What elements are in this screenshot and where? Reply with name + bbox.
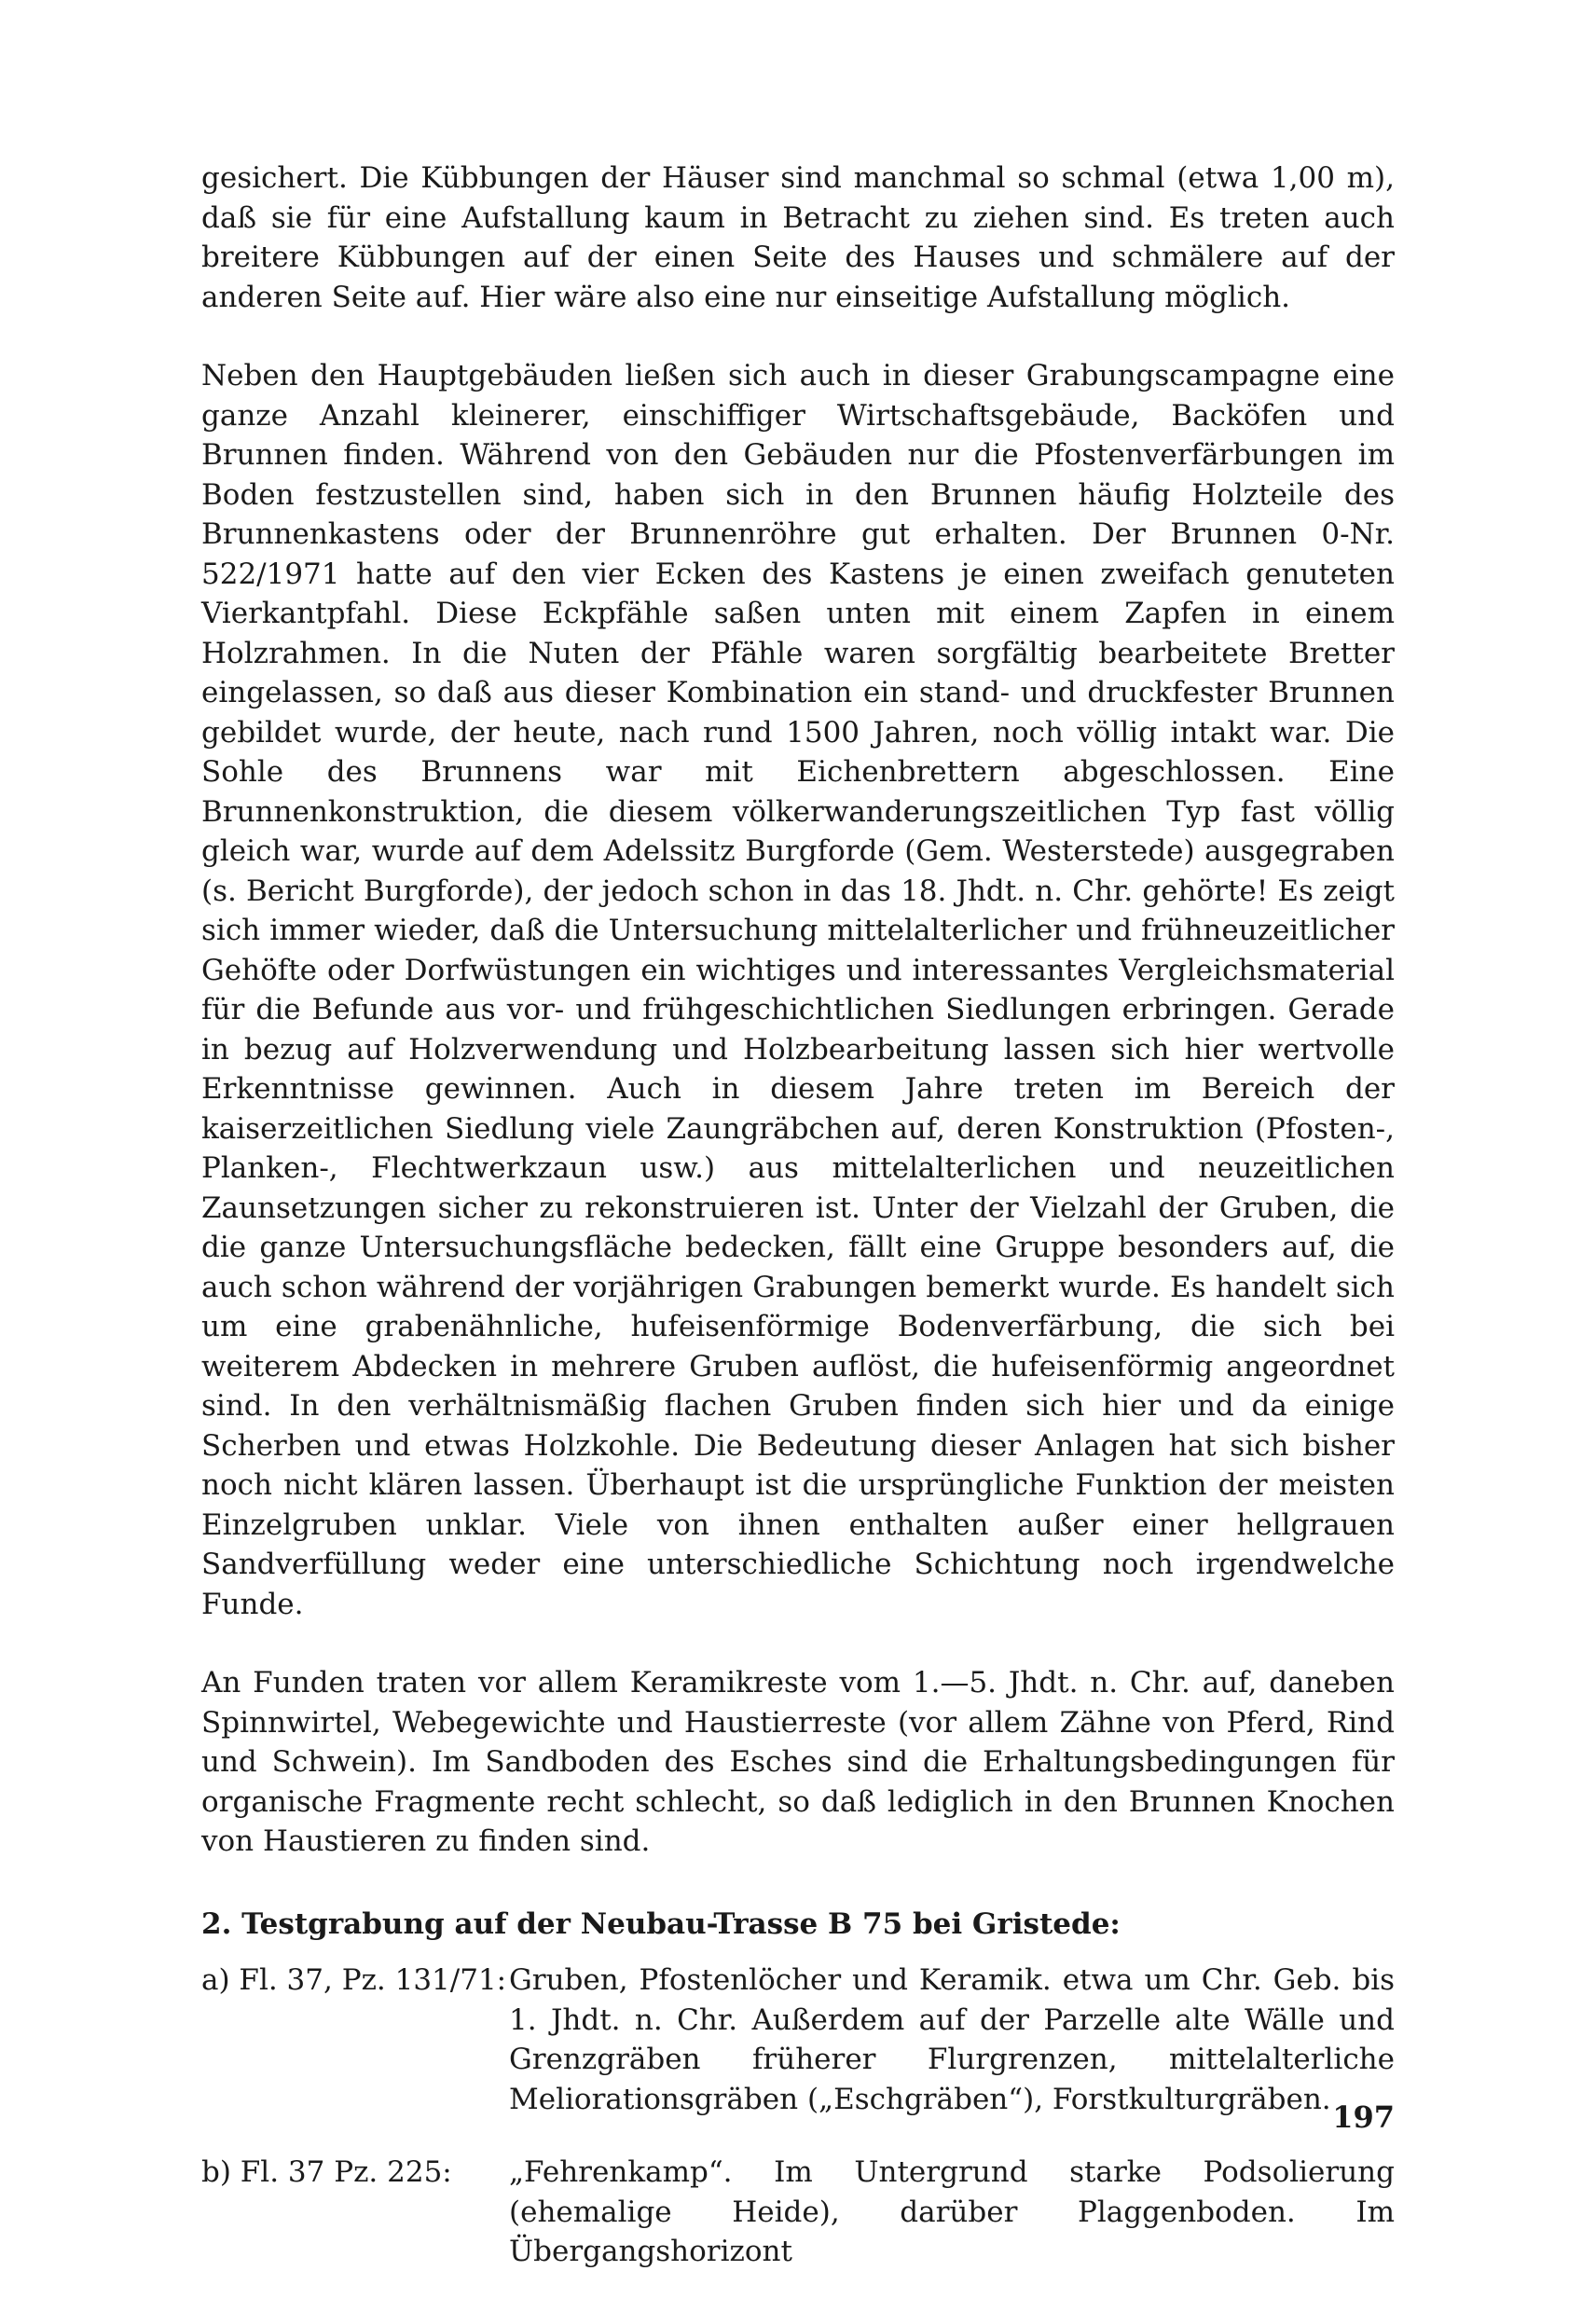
paragraph-stall-widths: gesichert. Die Kübbungen der Häuser sind manchmal so schmal (etwa 1,00 m), daß sie für eine Aufstallung kaum in Betracht zu ziehen sind. Es treten auch breitere Kübbungen auf der einen Seite des Hauses und schmälere auf der anderen Seite auf. Hier wäre also eine nur einseitige Aufstallung möglich. (201, 161, 1395, 314)
entry-label: a) Fl. 37, Pz. 131/71: (201, 1963, 507, 1997)
section-heading: 2. Testgrabung auf der Neubau-Trasse B 75 bei Gristede: (201, 1906, 1121, 1941)
paragraph-finds: An Funden traten vor allem Keramikreste vom 1.—5. Jhdt. n. Chr. auf, daneben Spinnwirtel, Webegewichte und Haustierreste (vor allem Zähne von Pferd, Rind und Schwein). Im Sandboden des Esches sind die Erhaltungsbedingungen für organische Fragmente recht schlecht, so daß lediglich in den Brunnen Knochen von Haustieren zu finden sind. (201, 1666, 1395, 1858)
document-page (201, 158, 1395, 2268)
page-number: 197 (1332, 2099, 1395, 2135)
list-item (201, 2153, 1395, 2272)
paragraph-wells-and-pits: Neben den Hauptgebäuden ließen sich auch in dieser Grabungscampagne eine ganze Anzahl kleinerer, einschiffiger Wirtschaftsgebäude, Backöfen und Brunnen finden. Während von den Gebäuden nur die Pfostenverfärbungen im Boden festzustellen sind, haben sich in den Brunnen häufig Holzteile des Brunnenkastens oder der Brunnenröhre gut erhalten. Der Brunnen 0-Nr. 522/1971 hatte auf den vier Ecken des Kastens je einen zweifach genuteten Vierkantpfahl. Diese Eckpfähle saßen unten mit einem Zapfen in einem Holzrahmen. In die Nuten der Pfähle waren sorgfältig bearbeitete Bretter eingelassen, so daß aus dieser Kombination ein stand- und druckfester Brunnen gebildet wurde, der heute, nach rund 1500 Jahren, noch völlig intakt war. Die Sohle des Brunnens war mit Eichenbrettern abgeschlossen. Eine Brunnenkonstruktion, die diesem völkerwanderungszeitlichen Typ fast völlig gleich war, wurde auf dem Adelssitz Burgforde (Gem. Westerstede) ausgegraben (s. Bericht Burgforde), der jedoch schon in das 18. Jhdt. n. Chr. gehörte! Es zeigt sich immer wieder, daß die Untersuchung mittelalterlicher und frühneuzeitlicher Gehöfte oder Dorfwüstungen ein wichtiges und interessantes Vergleichsmaterial für die Befunde aus vor- und frühgeschichtlichen Siedlungen erbringen. Gerade in bezug auf Holzverwendung und Holzbearbeitung lassen sich hier wertvolle Erkenntnisse gewinnen. Auch in diesem Jahre treten im Bereich der kaiserzeitlichen Siedlung viele Zaungräbchen auf, deren Konstruktion (Pfosten-, Planken-, Flechtwerkzaun usw.) aus mittelalterlichen und neuzeitlichen Zaunsetzungen sicher zu rekonstruieren ist. Unter der Vielzahl der Gruben, die die ganze Untersuchungsfläche bedecken, fällt eine Gruppe besonders auf, die auch schon während der vorjährigen Grabungen bemerkt wurde. Es handelt sich um eine grabenähnliche, hufeisenförmige Bodenverfärbung, die sich bei weiterem Abdecken in mehrere Gruben auflöst, die hufeisenförmig angeordnet sind. In den verhältnismäßig flachen Gruben finden sich hier und da einige Scherben und etwas Holzkohle. Die Bedeutung dieser Anlagen hat sich bisher noch nicht klären lassen. Überhaupt ist die ursprüngliche Funktion der meisten Einzelgruben unklar. Viele von ihnen enthalten außer einer hellgrauen Sandverfüllung weder eine unterschiedliche Schichtung noch irgendwelche Funde. (201, 359, 1395, 1621)
entry-text: Gruben, Pfostenlöcher und Keramik. etwa um Chr. Geb. bis 1. Jhdt. n. Chr. Außerdem auf der Parzelle alte Wälle und Grenzgräben früherer Flurgrenzen, mittelalterliche Meliorationsgräben („Eschgräben“), Forstkulturgräben. (509, 1963, 1395, 2116)
list-item (201, 1961, 1395, 2119)
entry-label: b) Fl. 37 Pz. 225: (201, 2155, 452, 2189)
entry-text: „Fehrenkamp“. Im Untergrund starke Podsolierung (ehemalige Heide), darüber Plaggenboden. Im Übergangshorizont (509, 2155, 1395, 2268)
